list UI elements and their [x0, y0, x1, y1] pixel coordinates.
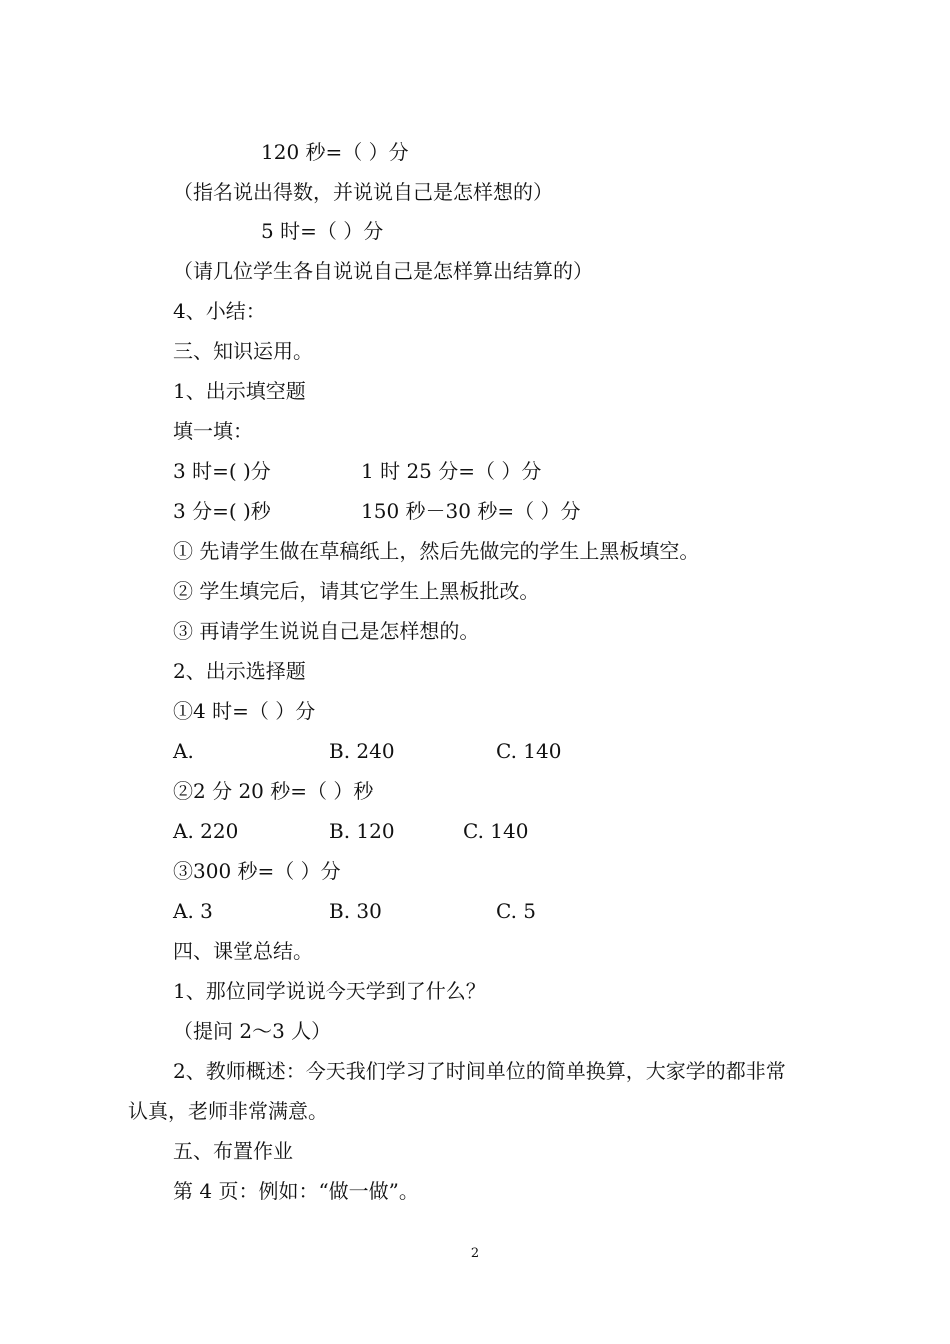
teacher-summary-line-1: 2、教师概述：今天我们学习了时间单位的简单换算，大家学的都非常 — [173, 1059, 786, 1083]
choice-2-option-c: C. 140 — [463, 819, 529, 843]
note-name-answer: （指名说出得数，并说说自己是怎样想的） — [173, 180, 553, 204]
fill-row-1-left: 3 时=( )分 — [173, 459, 271, 483]
fill-step-3: ③ 再请学生说说自己是怎样想的。 — [173, 619, 480, 643]
choice-3-option-a: A. 3 — [173, 899, 213, 923]
section-4-title: 四、课堂总结。 — [173, 939, 313, 963]
choice-3-option-c: C. 5 — [496, 899, 537, 923]
step-4-summary: 4、小结： — [173, 299, 266, 323]
homework-line: 第 4 页：例如：“做一做”。 — [173, 1179, 419, 1203]
choice-3-question: ③300 秒=（ ）分 — [173, 859, 341, 883]
fill-step-2: ② 学生填完后，请其它学生上黑板批改。 — [173, 579, 540, 603]
choice-2-option-a: A. 220 — [173, 819, 239, 843]
section-3-title: 三、知识运用。 — [173, 339, 313, 363]
question-5-hours: 5 时=（ ）分 — [261, 219, 384, 243]
fill-row-2-right: 150 秒－30 秒=（ ）分 — [361, 499, 581, 523]
fill-row-2-left: 3 分=( )秒 — [173, 499, 271, 523]
item-1-fill-title: 1、出示填空题 — [173, 379, 306, 403]
note-students-explain: （请几位学生各自说说自己是怎样算出结算的） — [173, 259, 593, 283]
item-2-choice-title: 2、出示选择题 — [173, 659, 306, 683]
fill-row-1-right: 1 时 25 分=（ ）分 — [361, 459, 542, 483]
fill-step-1: ① 先请学生做在草稿纸上，然后先做完的学生上黑板填空。 — [173, 539, 700, 563]
choice-1-question: ①4 时=（ ）分 — [173, 699, 316, 723]
choice-1-option-a: A. — [173, 739, 194, 763]
summary-question-1: 1、那位同学说说今天学到了什么？ — [173, 979, 486, 1003]
choice-2-question: ②2 分 20 秒=（ ）秒 — [173, 779, 374, 803]
page-number: 2 — [470, 1246, 480, 1261]
question-120-seconds: 120 秒=（ ）分 — [261, 140, 409, 164]
choice-1-option-b: B. 240 — [329, 739, 395, 763]
teacher-summary-line-2: 认真，老师非常满意。 — [128, 1099, 328, 1123]
choice-3-option-b: B. 30 — [329, 899, 382, 923]
section-5-title: 五、布置作业 — [173, 1139, 293, 1163]
fill-label: 填一填： — [173, 419, 253, 443]
choice-1-option-c: C. 140 — [496, 739, 562, 763]
choice-2-option-b: B. 120 — [329, 819, 395, 843]
summary-ask-note: （提问 2～3 人） — [173, 1019, 332, 1043]
